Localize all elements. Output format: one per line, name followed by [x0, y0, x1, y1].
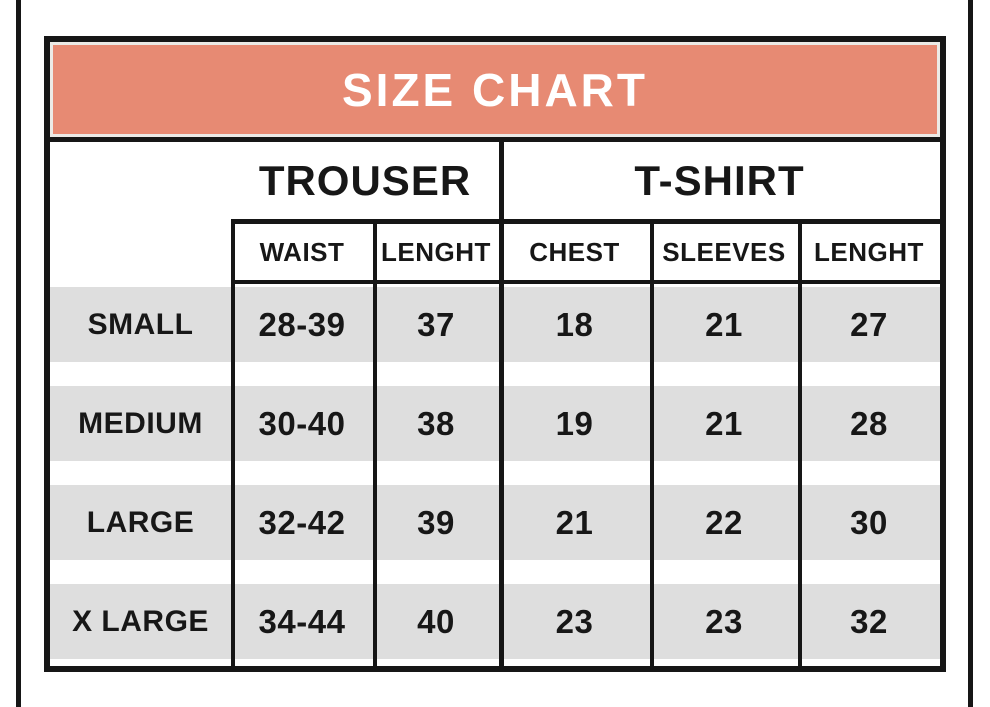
section-divider-trouser-tshirt: [499, 142, 504, 666]
column-header-trouser-length: LENGHT: [381, 236, 491, 267]
section-trouser-label: TROUSER: [258, 156, 472, 204]
cell-tshirt-length: 27: [850, 305, 888, 343]
section-tshirt-label: T-SHIRT: [634, 156, 805, 204]
row-size-label: X LARGE: [72, 604, 209, 638]
cell-waist: 34-44: [258, 602, 346, 640]
outer-frame-right-line: [968, 0, 973, 707]
row-size-label: MEDIUM: [78, 406, 203, 440]
column-header-waist: WAIST: [259, 236, 345, 267]
size-chart-table: [44, 36, 946, 672]
cell-sleeves: 21: [705, 404, 743, 442]
table-row-large: [50, 485, 940, 560]
size-chart-banner: [50, 42, 940, 137]
row-size-label: LARGE: [86, 505, 195, 539]
cell-chest: 19: [555, 404, 594, 442]
row-size-label: SMALL: [87, 307, 194, 341]
cell-chest: 23: [555, 602, 594, 640]
column-header-chest: CHEST: [529, 236, 620, 267]
cell-sleeves: 23: [705, 602, 743, 640]
cell-trouser-length: 40: [417, 602, 455, 640]
cell-waist: 32-42: [258, 503, 346, 541]
cell-sleeves: 21: [705, 305, 743, 343]
cell-chest: 18: [555, 305, 594, 343]
cell-tshirt-length: 30: [850, 503, 888, 541]
table-row-medium: [50, 386, 940, 461]
table-row-x-large: [50, 584, 940, 659]
column-divider-chest-sleeves: [650, 219, 654, 666]
table-row-small: [50, 287, 940, 362]
column-divider-waist-length: [373, 219, 377, 666]
outer-frame-left-line: [16, 0, 21, 707]
column-divider-size-waist: [231, 219, 235, 666]
column-header-sleeves: SLEEVES: [662, 236, 786, 267]
cell-waist: 28-39: [258, 305, 346, 343]
cell-tshirt-length: 32: [850, 602, 888, 640]
cell-trouser-length: 39: [417, 503, 455, 541]
size-chart-title: SIZE CHART: [342, 63, 648, 116]
column-divider-sleeves-length: [798, 219, 802, 666]
cell-tshirt-length: 28: [850, 404, 888, 442]
column-header-tshirt-length: LENGHT: [814, 236, 924, 267]
cell-trouser-length: 38: [417, 404, 455, 442]
cell-chest: 21: [555, 503, 594, 541]
column-header-row: [231, 224, 940, 280]
cell-waist: 30-40: [258, 404, 346, 442]
cell-trouser-length: 37: [417, 305, 455, 343]
cell-sleeves: 22: [705, 503, 743, 541]
header-bottom-divider: [231, 280, 940, 284]
